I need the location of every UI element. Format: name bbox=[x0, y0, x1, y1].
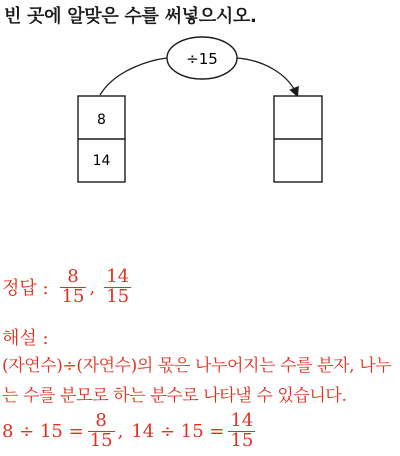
formula-1-lhs: 8 ÷ 15 = bbox=[2, 420, 84, 442]
operator-label: ÷15 bbox=[186, 50, 218, 68]
answer-fraction-1: $\frac{8}{15}$ bbox=[61, 266, 85, 307]
explanation-label: 해설 : bbox=[2, 328, 49, 349]
explanation-line-2: 는 수를 분모로 하는 분수로 나타낼 수 있습니다. bbox=[2, 386, 347, 406]
question-text: 빈 곳에 알맞은 수를 써넣으시오. bbox=[4, 6, 257, 27]
division-diagram bbox=[0, 28, 400, 198]
answer-label: 정답 : bbox=[2, 278, 49, 300]
arrow-left-arc bbox=[100, 58, 167, 95]
arrow-right-arc bbox=[237, 58, 297, 95]
answer-fraction-2: $\frac{14}{15}$ bbox=[106, 266, 130, 307]
explanation-line-1: (자연수)÷(자연수)의 몫은 나누어지는 수를 분자, 나누 bbox=[2, 356, 392, 376]
answer-separator: , bbox=[89, 276, 96, 298]
explanation-formulas bbox=[2, 412, 256, 451]
formula-1-fraction: $\frac{8}{15}$ bbox=[89, 410, 113, 451]
formula-2-fraction: $\frac{14}{15}$ bbox=[230, 410, 254, 451]
left-box-top-value: 8 bbox=[97, 112, 106, 128]
answer-line bbox=[2, 268, 132, 307]
left-box-bottom-value: 14 bbox=[92, 153, 111, 169]
formula-separator: , bbox=[117, 420, 124, 442]
formula-2-lhs: 14 ÷ 15 = bbox=[131, 420, 225, 442]
